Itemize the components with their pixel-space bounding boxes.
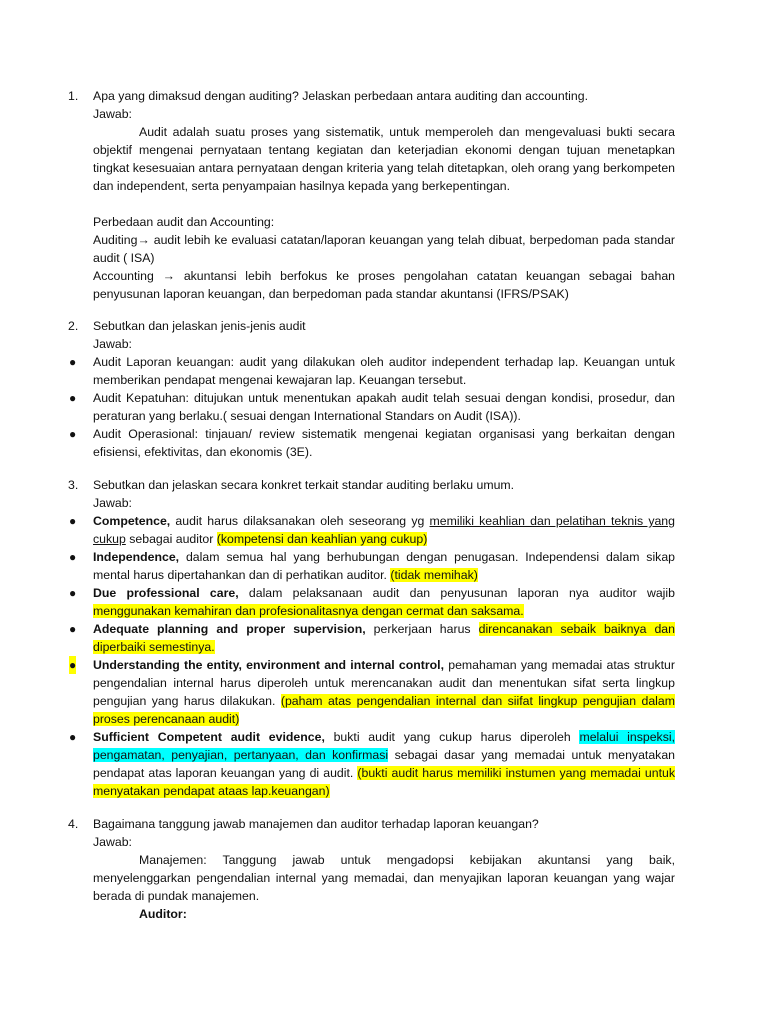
jawab-label: Jawab: [93, 496, 132, 510]
highlight-yellow: direncanakan sebaik baiknya dan diperbaiki semestinya. [93, 622, 675, 654]
list-item: ● Audit Operasional: tinjauan/ review sistematik mengenai kegiatan organisasi yang berkaitan dengan efisiensi, efektivitas, dan ekonomis (3E). [69, 427, 675, 459]
bullet-icon: ● [69, 550, 77, 564]
highlight-yellow: (bukti audit harus memiliki instumen yang memadai untuk menyatakan pendapat ataas lap.keuangan) [93, 766, 675, 798]
question-4-text [0, 815, 675, 833]
list-item-independence: ● Independence, dalam semua hal yang berhubungan dengan penugasan. Independensi dalam sikap mental harus dipertahankan dan di perhatikan auditor. (tidak memihak) [69, 550, 675, 582]
difference-title: Perbedaan audit dan Accounting: [93, 215, 275, 229]
bullet-icon: ● [69, 622, 77, 636]
question-label: Sebutkan dan jelaskan jenis-jenis audit [93, 319, 306, 333]
bullet-icon: ● [69, 427, 77, 441]
list-item: ● Audit Kepatuhan: ditujukan untuk menentukan apakah audit telah sesuai dengan kondisi, prosedur, dan peraturan yang berlaku.( sesuai dengan International Standars on Audit (ISA)). [69, 391, 675, 423]
question-number: 1. [68, 89, 79, 103]
list-item-adequate-planning: ● Adequate planning and proper supervision, perkerjaan harus direncanakan sebaik baiknya dan diperbaiki semestinya. [69, 622, 675, 654]
question-label: Sebutkan dan jelaskan secara konkret terkait standar auditing berlaku umum. [93, 478, 515, 492]
bullet-icon: ● [69, 658, 77, 672]
highlight-yellow: (tidak memihak) [390, 568, 478, 582]
bullet-icon: ● [69, 514, 77, 528]
list-item-understanding-entity: ● Understanding the entity, environment and internal control, pemahaman yang memadai atas struktur pengendalian internal harus diperoleh untuk merencanakan audit dan menentukan sifat serta lingkup pengujian yang harus dilakukan. (paham atas pengendalian internal dan siifat lingkup pengujian dalam proses perencanaan audit) [69, 658, 675, 726]
question-1-text [0, 87, 675, 105]
difference-auditing: Auditing→ audit lebih ke evaluasi catatan/laporan keuangan yang telah dibuat, berpedoman pada standar audit ( ISA) [93, 233, 675, 265]
question-number: 4. [68, 817, 79, 831]
difference-accounting: Accounting → akuntansi lebih berfokus ke proses pengolahan catatan keuangan sebagai bahan penyusunan laporan keuangan, dan berpedoman pada standar akuntansi (IFRS/PSAK) [93, 269, 675, 301]
question-3-text [0, 476, 675, 494]
bullet-icon: ● [69, 391, 77, 405]
highlight-yellow: (paham atas pengendalian internal dan siifat lingkup pengujian dalam proses perencanaan audit) [93, 694, 675, 726]
bullet-icon: ● [69, 355, 77, 369]
highlight-yellow: (kompetensi dan keahlian yang cukup) [216, 532, 428, 546]
question-label: Apa yang dimaksud dengan auditing? Jelaskan perbedaan antara auditing dan accounting. [93, 89, 588, 103]
question-3 [0, 476, 768, 800]
auditor-label: Auditor: [139, 907, 187, 921]
question-number: 3. [68, 478, 79, 492]
list-item: ● Audit Laporan keuangan: audit yang dilakukan oleh auditor independent terhadap lap. Keuangan untuk memberikan pendapat mengenai kewajaran lap. Keuangan tersebut. [69, 355, 675, 387]
question-2 [0, 317, 768, 461]
question-label: Bagaimana tanggung jawab manajemen dan auditor terhadap laporan keuangan? [93, 817, 539, 831]
list-item-competence: ● Competence, audit harus dilaksanakan oleh seseorang yg memiliki keahlian dan pelatihan teknis yang cukup sebagai auditor (kompetensi dan keahlian yang cukup) [69, 514, 675, 546]
jawab-label: Jawab: [93, 337, 132, 351]
manajemen-responsibility: Manajemen: Tanggung jawab untuk mengadopsi kebijakan akuntansi yang baik, menyelenggarkan pengendalian internal yang memadai, dan menyajikan laporan keuangan yang wajar berada di pundak manajemen. [93, 853, 675, 903]
question-2-text [0, 317, 675, 335]
bullet-icon: ● [69, 730, 77, 744]
jawab-label: Jawab: [93, 107, 132, 121]
bullet-icon: ● [69, 586, 77, 600]
highlight-cyan: melalui inspeksi, pengamatan, penyajian, pertanyaan, dan konfirmasi [93, 730, 675, 762]
question-number: 2. [68, 319, 79, 333]
audit-definition: Audit adalah suatu proses yang sistematik, untuk memperoleh dan mengevaluasi bukti secara objektif mengenai pernyataan tentang kegiatan dan keterjadian ekonomi dengan tujuan menetapkan tingkat kesesuaian antara pernyataan dengan kriteria yang telah ditetapkan, oleh orang yang berkompeten dan independent, serta penyampaian hasilnya kepada yang berkepentingan. [93, 125, 675, 193]
highlight-yellow: menggunakan kemahiran dan profesionalitasnya dengan cermat dan saksama. [93, 604, 524, 618]
question-4 [0, 815, 768, 923]
jawab-label: Jawab: [93, 835, 132, 849]
list-item-sufficient-evidence: ● Sufficient Competent audit evidence, bukti audit yang cukup harus diperoleh melalui inspeksi, pengamatan, penyajian, pertanyaan, dan konfirmasi sebagai dasar yang memadai untuk menyatakan pendapat atas laporan keuangan yang di audit. (bukti audit harus memiliki instumen yang memadai untuk menyatakan pendapat ataas lap.keuangan) [69, 730, 675, 798]
list-item-due-professional-care: ● Due professional care, dalam pelaksanaan audit dan penyusunan laporan nya auditor wajib menggunakan kemahiran dan profesionalitasnya dengan cermat dan saksama. [69, 586, 675, 618]
question-1 [0, 87, 768, 303]
